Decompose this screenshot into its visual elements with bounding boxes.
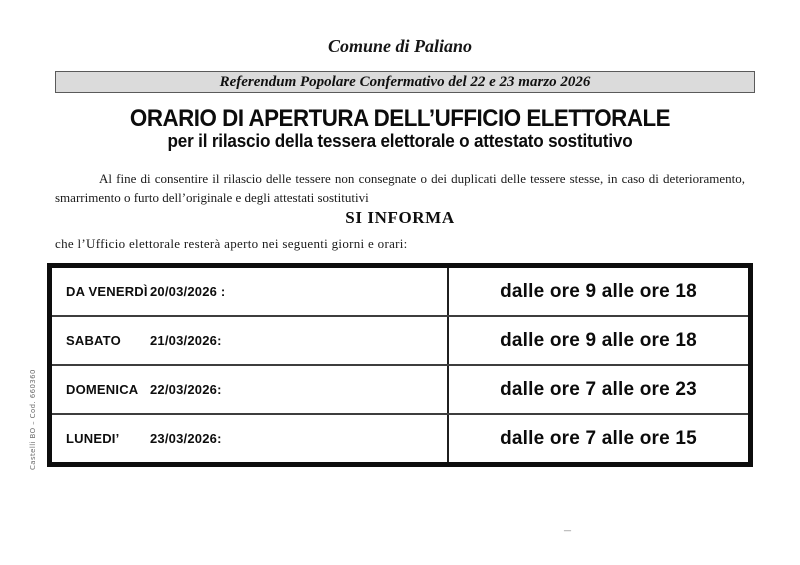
hours-cell: dalle ore 9 alle ore 18 <box>500 329 697 351</box>
day-label: LUNEDI’ <box>66 431 120 446</box>
table-row <box>52 413 748 462</box>
table-row <box>52 315 748 364</box>
table-row <box>52 364 748 413</box>
date-label: 23/03/2026: <box>150 431 222 446</box>
main-heading: ORARIO DI APERTURA DELL’UFFICIO ELETTORALE <box>129 105 671 132</box>
intro-paragraph: Al fine di consentire il rilascio delle tessere non consegnate o dei duplicati delle tessere stesse, in caso di deterioramento, smarrimento o furto dell’originale e degli attestati sostitutivi <box>55 171 745 205</box>
hours-cell: dalle ore 9 alle ore 18 <box>500 280 697 302</box>
day-cell <box>52 268 449 315</box>
lead-sentence: che l’Ufficio elettorale resterà aperto nei seguenti giorni e orari: <box>55 236 408 251</box>
date-label: 22/03/2026: <box>150 382 222 397</box>
day-cell <box>52 317 449 364</box>
si-informa-heading: SI INFORMA <box>345 208 455 227</box>
date-label: 20/03/2026 : <box>150 284 226 299</box>
footer-dash-mark: – <box>564 523 571 538</box>
day-label: SABATO <box>66 333 121 348</box>
date-label: 21/03/2026: <box>150 333 222 348</box>
day-cell <box>52 415 449 462</box>
printer-code-mark: Castelli BO – Cod. 660360 <box>29 369 37 470</box>
day-label: DA VENERDÌ <box>66 284 148 299</box>
hours-cell: dalle ore 7 alle ore 23 <box>500 378 697 400</box>
day-label: DOMENICA <box>66 382 139 397</box>
day-cell <box>52 366 449 413</box>
sub-heading: per il rilascio della tessera elettorale o attestato sostitutivo <box>167 131 633 151</box>
hours-cell: dalle ore 7 alle ore 15 <box>500 427 697 449</box>
document-title: Comune di Paliano <box>327 36 473 56</box>
schedule-table <box>47 263 753 467</box>
referendum-banner <box>55 71 755 93</box>
table-row <box>52 268 748 315</box>
referendum-banner-text: Referendum Popolare Confermativo del 22 e 23 marzo 2026 <box>219 73 591 90</box>
